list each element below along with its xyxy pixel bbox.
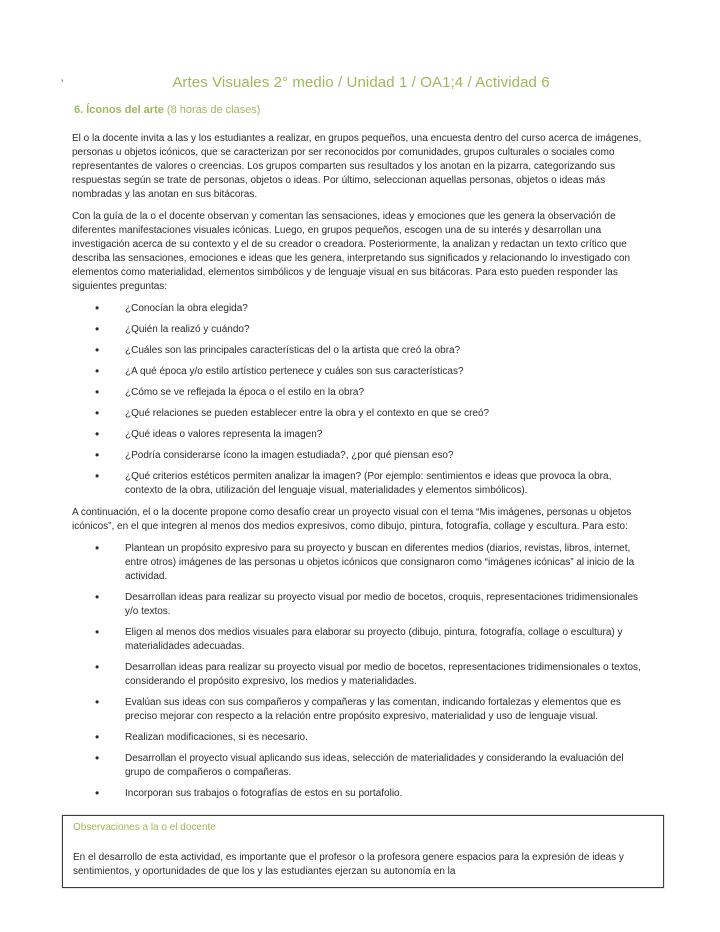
project-intro-paragraph: A continuación, el o la docente propone como desafío crear un proyecto visual con el tema “Mis imágenes, personas u objetos icónicos”, en el que integren al menos dos medios expresivos, como dibujo, pintura, fotografía, collage y escultura. Para esto:: [72, 507, 632, 532]
list-item: • ¿Qué relaciones se pueden establecer entre la obra y el contexto en que se creó?: [95, 407, 650, 421]
list-item: • ¿Qué criterios estéticos permiten analizar la imagen? (Por ejemplo: sentimientos e ideas que provoca la obra, contexto de la obra, utilización del lenguaje visual, materialidades y elementos simbólicos).: [95, 470, 650, 498]
list-item: • Evalúan sus ideas con sus compañeros y compañeras y las comentan, indicando fortalezas y elementos que es preciso mejorar con respecto a la relación entre propósito expresivo, materialidad y uso de lenguaje visual.: [95, 696, 650, 724]
list-item: • Desarrollan el proyecto visual aplicando sus ideas, selección de materialidades y considerando la evaluación del grupo de compañeros o compañeras.: [95, 752, 650, 780]
list-item: • Eligen al menos dos medios visuales para elaborar su proyecto (dibujo, pintura, fotografía, collage o escultura) y materialidades adecuadas.: [95, 626, 650, 654]
list-item: • Desarrollan ideas para realizar su proyecto visual por medio de bocetos, croquis, representaciones tridimensionales y/o textos.: [95, 591, 650, 619]
observations-label: Observaciones a la o el docente: [73, 822, 216, 833]
list-item: • ¿Cuáles son las principales características del o la artista que creó la obra?: [95, 344, 650, 358]
list-item: • Plantean un propósito expresivo para su proyecto y buscan en diferentes medios (diarios, revistas, libros, internet, entre otros) imágenes de las personas u objetos icónicos que consignaron como “imágenes icónicas” al inicio de la actividad.: [95, 542, 650, 584]
list-item: • ¿Quién la realizó y cuándo?: [95, 323, 650, 337]
tasks-list: [72, 542, 650, 801]
list-item: • Realizan modificaciones, si es necesario.: [95, 731, 650, 745]
questions-list: [72, 302, 650, 498]
intro-paragraph: El o la docente invita a las y los estudiantes a realizar, en grupos pequeños, una encuesta dentro del curso acerca de imágenes, personas u objetos icónicos, que se caracterizan por ser reconocidos por comunidades, grupos culturales o sociales como representantes de valores o creencias. Los grupos comparten sus resultados y los anotan en la pizarra, categorizando sus respuestas según se trate de personas, objetos o ideas. Por último, seleccionan aquellas personas, objetos o ideas más nombradas y las anotan en sus bitácoras.: [72, 133, 642, 200]
stray-scan-mark: ’: [61, 78, 64, 90]
list-item: • Incorporan sus trabajos o fotografías de estos en su portafolio.: [95, 787, 650, 801]
page-title: Artes Visuales 2° medio / Unidad 1 / OA1;4 / Actividad 6: [172, 74, 550, 91]
list-item: • ¿A qué época y/o estilo artístico pertenece y cuáles son sus características?: [95, 365, 650, 379]
document-body: [72, 132, 650, 888]
list-item: • Desarrollan ideas para realizar su proyecto visual por medio de bocetos, representaciones tridimensionales o textos, considerando el propósito expresivo, los medios y materialidades.: [95, 661, 650, 689]
activity-heading: [74, 104, 650, 116]
observations-text: En el desarrollo de esta actividad, es importante que el profesor o la profesora genere espacios para la expresión de ideas y sentimientos, y oportunidades de que los y las estudiantes ejerzan su autonomía en la: [73, 852, 624, 877]
guidance-paragraph: Con la guía de la o el docente observan y comentan las sensaciones, ideas y emociones que les genera la observación de diferentes manifestaciones visuales icónicas. Luego, en grupos pequeños, escogen una de su interés y desarrollan una investigación acerca de su contexto y el de su creador o creadora. Posteriormente, la analizan y redactan un texto crítico que describa las sensaciones, emociones e ideas que les genera, interpretando sus significados y relacionando lo investigado con elementos como materialidad, elementos simbólicos y de lenguaje visual en sus bitácoras. Para esto pueden responder las siguientes preguntas:: [72, 211, 631, 292]
list-item: • ¿Qué ideas o valores representa la imagen?: [95, 428, 650, 442]
list-item: • ¿Cómo se ve reflejada la época o el estilo en la obra?: [95, 386, 650, 400]
list-item: • ¿Conocían la obra elegida?: [95, 302, 650, 316]
list-item: • ¿Podría considerarse ícono la imagen estudiada?, ¿por qué piensan eso?: [95, 449, 650, 463]
activity-heading-title: 6. Íconos del arte: [74, 104, 164, 116]
teacher-observations-box: [62, 815, 664, 888]
activity-heading-hours: (8 horas de clases): [163, 104, 261, 116]
